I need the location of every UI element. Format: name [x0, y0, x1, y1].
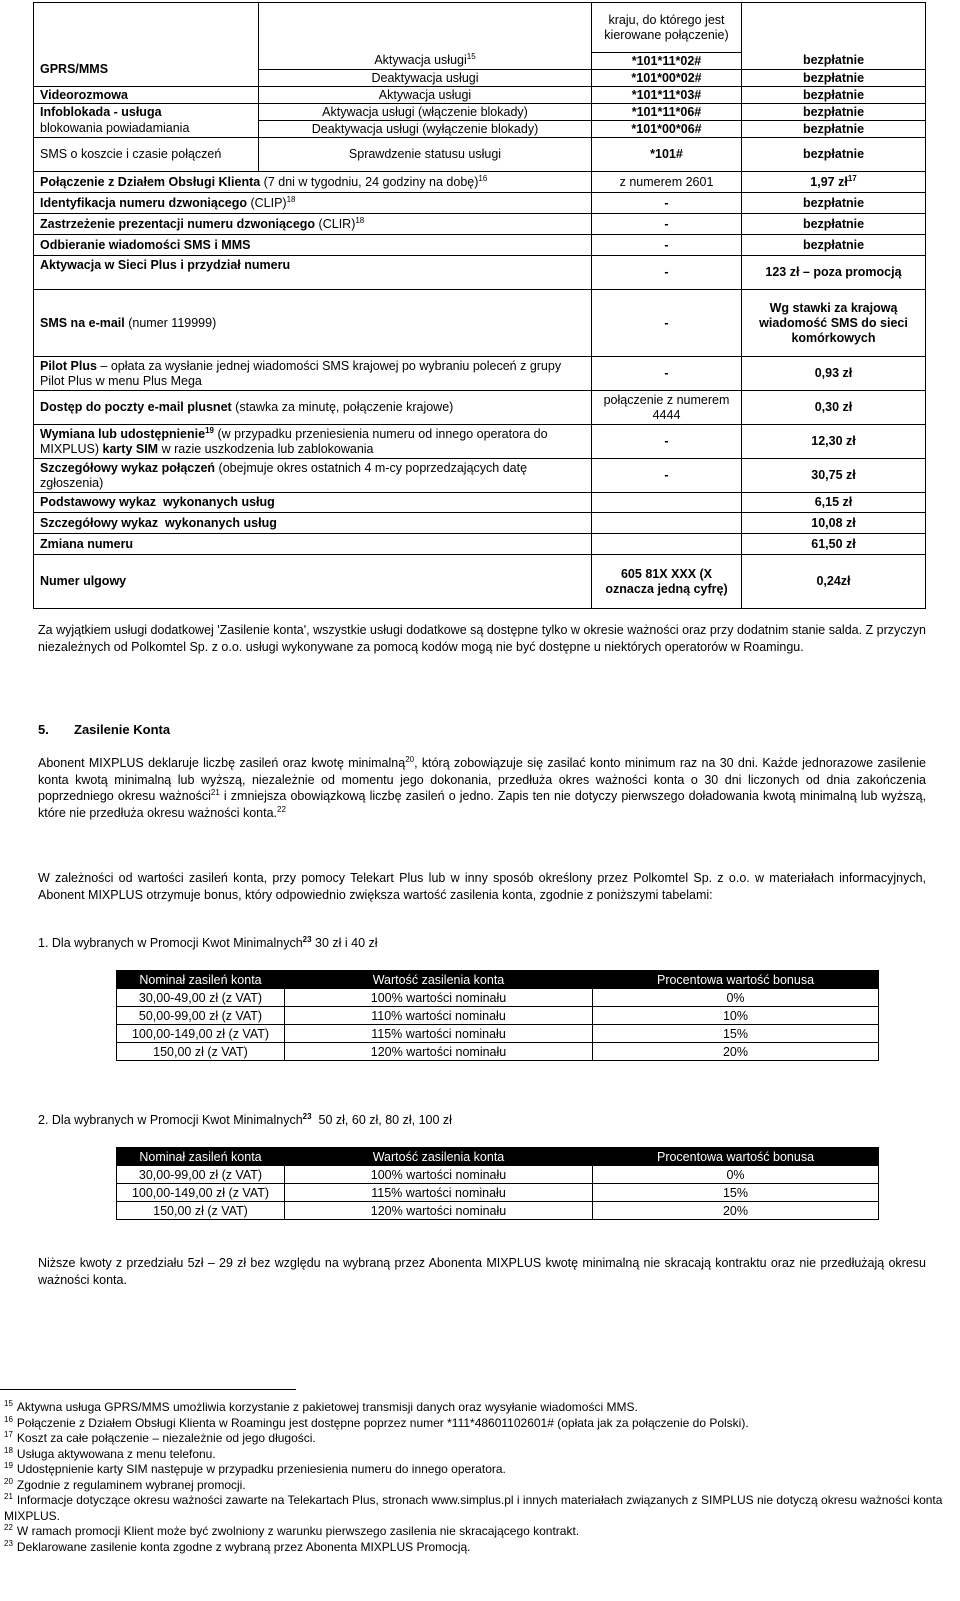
service-description: Aktywacja w Sieci Plus i przydział numeru: [34, 256, 592, 290]
table-row: [34, 235, 926, 256]
service-price: 30,75 zł: [742, 459, 926, 493]
service-name: GPRS/MMS: [34, 53, 259, 87]
service-code: [592, 534, 742, 555]
section-number: 5.: [38, 722, 49, 737]
table-row: [117, 1184, 879, 1202]
service-price: 61,50 zł: [742, 534, 926, 555]
table-cell: 120% wartości nominału: [285, 1043, 593, 1061]
table-row: [34, 391, 926, 425]
service-description: Szczegółowy wykaz wykonanych usług: [34, 513, 592, 534]
table-row: [34, 214, 926, 235]
bonus-list-title-2: 2. Dla wybranych w Promocji Kwot Minimalnych$^{23}$ 50 zł, 60 zł, 80 zł, 100 zł: [38, 1111, 452, 1127]
column-header: Procentowa wartość bonusa: [593, 1148, 879, 1166]
service-description: Identyfikacja numeru dzwoniącego (CLIP)$^{18}$: [34, 193, 592, 214]
service-price: 0,93 zł: [742, 357, 926, 391]
service-code: połączenie z numerem 4444: [592, 391, 742, 425]
service-action: Deaktywacja usługi: [259, 70, 592, 87]
table-row: [34, 534, 926, 555]
section-title: Zasilenie Konta: [74, 722, 171, 737]
service-description: Dostęp do poczty e-mail plusnet (stawka za minutę, połączenie krajowe): [34, 391, 592, 425]
table-row: [34, 138, 926, 172]
service-description: Numer ulgowy: [34, 555, 592, 609]
service-action: Aktywacja usługi$^{15}$: [259, 53, 592, 70]
table-row: [34, 459, 926, 493]
table-cell: 150,00 zł (z VAT): [117, 1043, 285, 1061]
service-code: *101#: [592, 138, 742, 172]
footnote: $^{22}$ W ramach promocji Klient może być zwolniony z warunku pierwszego zasilenia nie skracającego kontrakt.: [4, 1523, 580, 1538]
table-cell: 15%: [593, 1025, 879, 1043]
service-name: SMS o koszcie i czasie połączeń: [34, 138, 259, 172]
table-row: [34, 493, 926, 513]
table-row: [117, 1007, 879, 1025]
service-code: -: [592, 235, 742, 256]
service-price: 6,15 zł: [742, 493, 926, 513]
section-heading: [38, 722, 170, 737]
service-name: Videorozmowa: [34, 87, 259, 104]
bonus-list-title-1: 1. Dla wybranych w Promocji Kwot Minimalnych$^{23}$ 30 zł i 40 zł: [38, 934, 378, 950]
service-code: -: [592, 290, 742, 357]
column-header: Nominał zasileń konta: [117, 1148, 285, 1166]
table-cell: 20%: [593, 1043, 879, 1061]
service-code: 605 81X XXX (X oznacza jedną cyfrę): [592, 555, 742, 609]
service-code: *101*00*02#: [592, 70, 742, 87]
service-description: Podstawowy wykaz wykonanych usług: [34, 493, 592, 513]
footnotes: [4, 1400, 944, 1555]
service-price: bezpłatnie: [742, 70, 926, 87]
column-header: Procentowa wartość bonusa: [593, 971, 879, 989]
table-row: [34, 357, 926, 391]
table-row: [34, 290, 926, 357]
table-row: [117, 1166, 879, 1184]
footnote: $^{23}$ Deklarowane zasilenie konta zgodne z wybraną przez Abonenta MIXPLUS Promocją.: [4, 1538, 471, 1554]
table-cell: 100,00-149,00 zł (z VAT): [117, 1025, 285, 1043]
service-price: 0,24zł: [742, 555, 926, 609]
service-code: z numerem 2601: [592, 172, 742, 193]
footnote: $^{19}$ Udostępnienie karty SIM następuje w przypadku przeniesienia numeru do innego operatora.: [4, 1461, 506, 1476]
service-price: bezpłatnie: [742, 53, 926, 70]
service-price: bezpłatnie: [742, 87, 926, 104]
table-row: [34, 256, 926, 290]
table-cell: 10%: [593, 1007, 879, 1025]
service-action: Aktywacja usługi (włączenie blokady): [259, 104, 592, 121]
table-cell: 110% wartości nominału: [285, 1007, 593, 1025]
service-code: -: [592, 193, 742, 214]
service-description: SMS na e-mail (numer 119999): [34, 290, 592, 357]
service-price: 12,30 zł: [742, 425, 926, 459]
service-price: 10,08 zł: [742, 513, 926, 534]
column-header: Nominał zasileń konta: [117, 971, 285, 989]
service-code: *101*11*02#: [592, 53, 742, 70]
service-price: bezpłatnie: [742, 138, 926, 172]
table-header-row: [117, 971, 879, 989]
table-cell: 115% wartości nominału: [285, 1184, 593, 1202]
column-header: Wartość zasilenia konta: [285, 1148, 593, 1166]
service-action: Sprawdzenie statusu usługi: [259, 138, 592, 172]
table-row: [34, 53, 926, 70]
lower-amounts-paragraph: Niższe kwoty z przedziału 5zł – 29 zł bez względu na wybraną przez Abonenta MIXPLUS kwotę minimalną nie skracają kontraktu oraz nie przedłużają okresu ważności konta.: [38, 1256, 926, 1287]
topup-paragraph: Abonent MIXPLUS deklaruje liczbę zasileń oraz kwotę minimalną$^{20}$, którą zobowiązuje się zasilać konto minimum raz na 30 dni. Każde jednorazowe zasilenie konta kwotą minimalną lub wyższą, niezależnie od momentu jego dokonania, przedłuża okres ważności konta o 30 dni liczonych od dnia zakończenia poprzedniego okresu ważności$^{21}$ i zmniejsza obowiązkową liczbę zasileń o jedno. Zapis ten nie dotyczy pierwszego doładowania kwotą minimalną lub wyższą, które nie przedłuża okresu ważności konta.$^{22}$: [38, 754, 927, 820]
services-table: [33, 2, 926, 609]
footnote: $^{21}$ Informacje dotyczące okresu ważności zawarte na Telekartach Plus, stronach www.simplus.pl i innych materiałach związanych z SIMPLUS nie dotyczą okresu ważności konta MIXPLUS.: [4, 1492, 943, 1523]
table-cell: 15%: [593, 1184, 879, 1202]
table-cell: 0%: [593, 1166, 879, 1184]
service-price: 1,97 $zł^{17}$: [742, 172, 926, 193]
service-description: Wymiana lub udostępnienie$^{19}$ (w przypadku przeniesienia numeru od innego operatora do MIXPLUS) karty SIM w razie uszkodzenia lub zablokowania: [34, 425, 592, 459]
table-cell: 120% wartości nominału: [285, 1202, 593, 1220]
table-row: [34, 172, 926, 193]
table-cell: 150,00 zł (z VAT): [117, 1202, 285, 1220]
service-code: -: [592, 357, 742, 391]
table-row: [34, 87, 926, 104]
service-description: Szczegółowy wykaz połączeń (obejmuje okres ostatnich 4 m-cy poprzedzających datę zgłoszenia): [34, 459, 592, 493]
table-row: [34, 513, 926, 534]
table-row: [117, 1043, 879, 1061]
table-row: [117, 1202, 879, 1220]
footnote: $^{20}$ Zgodnie z regulaminem wybranej promocji.: [4, 1476, 246, 1492]
service-code: *101*11*06#: [592, 104, 742, 121]
service-description: Połączenie z Działem Obsługi Klienta (7 dni w tygodniu, 24 godziny na dobę)$^{16}$: [34, 172, 592, 193]
table-row: [117, 989, 879, 1007]
service-description: Odbieranie wiadomości SMS i MMS: [34, 235, 592, 256]
bonus-table-1: [116, 970, 879, 1061]
table-row: [34, 3, 926, 53]
service-price: bezpłatnie: [742, 104, 926, 121]
service-code: -: [592, 425, 742, 459]
table-row: [34, 425, 926, 459]
table-row: [34, 104, 926, 121]
service-price: 0,30 zł: [742, 391, 926, 425]
table-cell: 30,00-49,00 zł (z VAT): [117, 989, 285, 1007]
footnote-separator: [0, 1389, 296, 1390]
service-code: -: [592, 256, 742, 290]
footnote: $^{15}$ Aktywna usługa GPRS/MMS umożliwia korzystanie z pakietowej transmisji danych oraz wysyłanie wiadomości MMS.: [4, 1399, 638, 1414]
service-action: Deaktywacja usługi (wyłączenie blokady): [259, 121, 592, 138]
service-description: Pilot Plus – opłata za wysłanie jednej wiadomości SMS krajowej po wybraniu poleceń z grupy Pilot Plus w menu Plus Mega: [34, 357, 592, 391]
service-description: Zastrzeżenie prezentacji numeru dzwoniącego (CLIR)$^{18}$: [34, 214, 592, 235]
table-header-row: [117, 1148, 879, 1166]
service-price: Wg stawki za krajową wiadomość SMS do sieci komórkowych: [742, 290, 926, 357]
service-code: -: [592, 459, 742, 493]
availability-note: Za wyjątkiem usługi dodatkowej 'Zasilenie konta', wszystkie usługi dodatkowe są dostępne tylko w okresie ważności oraz przy dodatnim stanie salda. Z przyczyn niezależnych od Polkomtel Sp. z o.o. usługi wykonywane za pomocą kodów mogą nie być dostępne u niektórych operatorów w Roamingu.: [38, 623, 926, 654]
code-cell: kraju, do którego jest kierowane połączenie): [592, 3, 742, 53]
service-name: blokowania powiadamiania: [34, 121, 259, 138]
service-action: Aktywacja usługi: [259, 87, 592, 104]
table-row: [34, 121, 926, 138]
footnote: $^{17}$ Koszt za całe połączenie – niezależnie od jego długości.: [4, 1430, 316, 1445]
table-row: [34, 193, 926, 214]
column-header: Wartość zasilenia konta: [285, 971, 593, 989]
table-cell: 0%: [593, 989, 879, 1007]
table-cell: 100% wartości nominału: [285, 1166, 593, 1184]
table-row: [117, 1025, 879, 1043]
table-cell: 100% wartości nominału: [285, 989, 593, 1007]
table-cell: 50,00-99,00 zł (z VAT): [117, 1007, 285, 1025]
table-cell: 100,00-149,00 zł (z VAT): [117, 1184, 285, 1202]
service-price: bezpłatnie: [742, 193, 926, 214]
footnote: $^{16}$ Połączenie z Działem Obsługi Klienta w Roamingu jest dostępne poprzez numer *111*48601102601# (opłata jak za połączenie do Polski).: [4, 1414, 749, 1430]
service-description: Zmiana numeru: [34, 534, 592, 555]
service-price: bezpłatnie: [742, 214, 926, 235]
service-price: 123 zł – poza promocją: [742, 256, 926, 290]
service-price: bezpłatnie: [742, 121, 926, 138]
table-cell: 20%: [593, 1202, 879, 1220]
service-code: -: [592, 214, 742, 235]
bonus-paragraph: W zależności od wartości zasileń konta, przy pomocy Telekart Plus lub w inny sposób określony przez Polkomtel Sp. z o.o. w materiałach informacyjnych, Abonent MIXPLUS otrzymuje bonus, który odpowiednio zwiększa wartość zasilenia konta, zgodnie z poniższymi tabelami:: [38, 871, 926, 902]
service-code: [592, 493, 742, 513]
service-price: bezpłatnie: [742, 235, 926, 256]
table-cell: 30,00-99,00 zł (z VAT): [117, 1166, 285, 1184]
table-row: [34, 555, 926, 609]
footnote: $^{18}$ Usługa aktywowana z menu telefonu.: [4, 1445, 216, 1461]
service-code: [592, 513, 742, 534]
table-cell: 115% wartości nominału: [285, 1025, 593, 1043]
service-code: *101*00*06#: [592, 121, 742, 138]
service-code: *101*11*03#: [592, 87, 742, 104]
service-name: Infoblokada - usługa: [34, 104, 259, 121]
bonus-table-2: [116, 1147, 879, 1220]
